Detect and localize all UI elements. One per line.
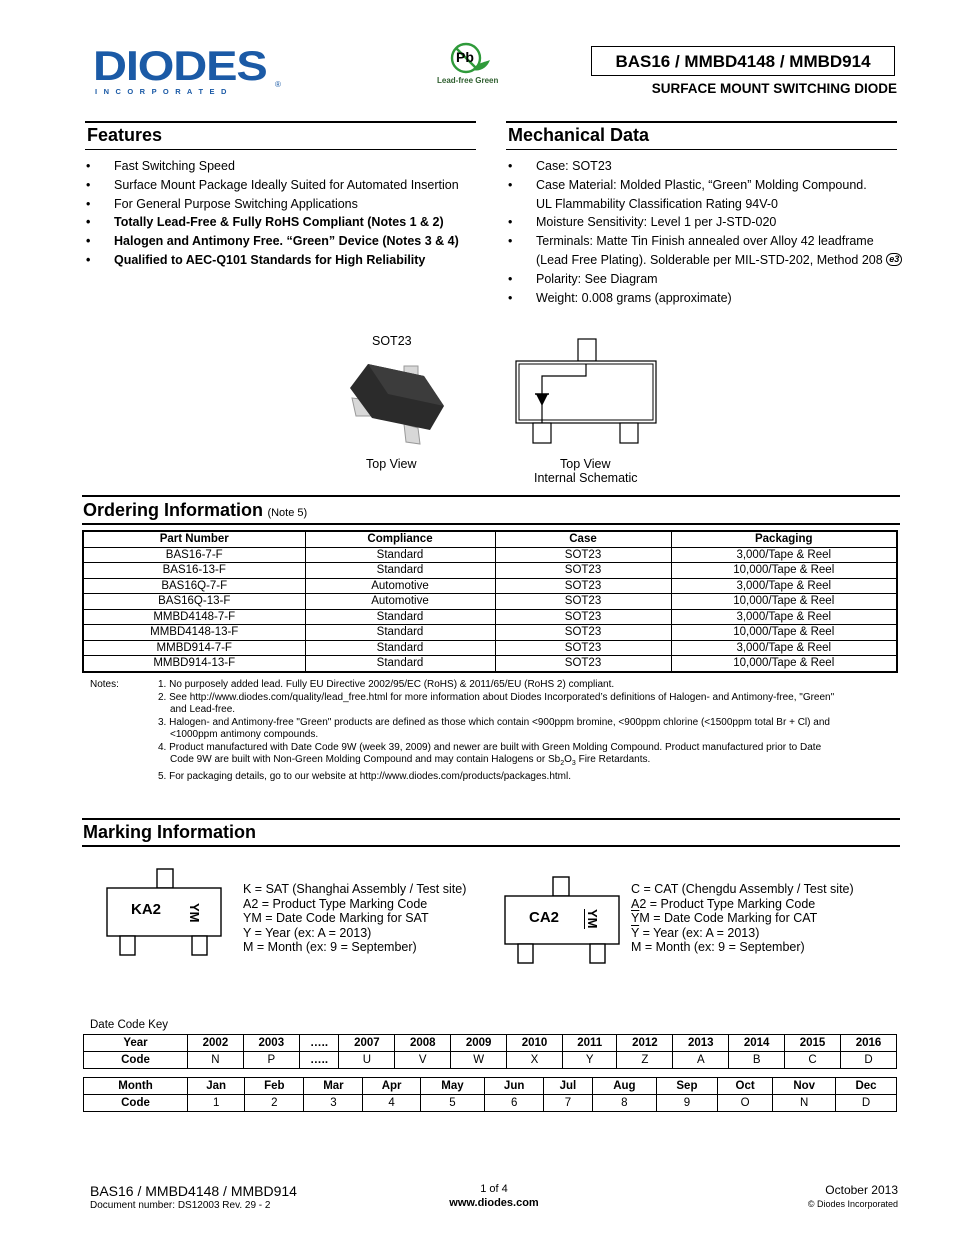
marking-top-rule [82,818,900,820]
list-item: (Lead Free Plating). Solderable per MIL-STD-202, Method 208 e3 [506,251,906,270]
list-item: • For General Purpose Switching Applications [86,196,358,211]
footer-website-link[interactable]: www.diodes.com [449,1197,539,1209]
footer-document-number: Document number: DS12003 Rev. 29 - 2 [90,1200,271,1211]
marking-heading: Marking Information [83,822,257,842]
schematic-top-view-label: Top View [560,457,611,471]
e3-icon: e3 [886,253,902,266]
lead-free-green-badge [432,40,512,88]
title-box [591,46,895,76]
notes-block [90,679,900,783]
internal-schematic-diagram [512,338,660,446]
note-3: 3. Halogen- and Antimony-free "Green" products are defined as those which contain <900ppm bromine, <900ppm chlorine (<1500ppm total Br + Cl) and <1000ppm antimony compounds. [158,716,830,740]
ordering-note: (Note 5) [267,507,308,519]
marking-legend-sat: K = SAT (Shanghai Assembly / Test site) A2 = Product Type Marking Code YM = Date Code Marking for SAT Y = Year (ex: A = 2013) M = Month (ex: 9 = September) [243,882,467,955]
mech-bottom-rule [506,149,897,150]
page-title: BAS16 / MMBD4148 / MMBD914 [615,52,871,71]
features-bottom-rule [85,149,476,150]
table-row: MMBD4148-7-F Standard SOT23 3,000/Tape & Reel [83,609,897,625]
table-row: MMBD914-13-F Standard SOT23 10,000/Tape & Reel [83,656,897,672]
note-5: 5. For packaging details, go to our website at http://www.diodes.com/products/packages.html. [158,770,571,782]
mech-top-rule [506,121,897,123]
list-item: • Halogen and Antimony Free. “Green” Device (Notes 3 & 4) [86,234,459,249]
features-top-rule [85,121,476,123]
logo-brand: DIODES [93,42,267,89]
table-header-row: Part Number Compliance Case Packaging [83,531,897,547]
marking-code-cat: CA2 [529,909,560,926]
package-label: SOT23 [372,334,412,348]
list-item: • Case Material: Molded Plastic, “Green” Molding Compound. [508,177,867,192]
sot23-package-icon [344,358,448,450]
list-item: • Weight: 0.008 grams (approximate) [508,290,732,305]
footer-date: October 2013 [825,1183,898,1197]
notes-label: Notes: [90,679,119,690]
table-row: Year 2002 2003 ….. 2007 2008 2009 2010 2011 2012 2013 2014 2015 2016 [84,1035,897,1052]
list-item: • Case: SOT23 [508,159,612,173]
note-4: 4. Product manufactured with Date Code 9W (week 39, 2009) and newer are built with Green Molding Compound. Product manufactured prior to Date Code 9W are built with Non-Green Molding Compound and may contain Halogens or $Sb_2O_3$ Fire Retardants. [158,741,822,767]
list-item: • Polarity: See Diagram [508,271,658,286]
logo-sub: I N C O R P O R A T E D [95,87,229,96]
footer-copyright: © Diodes Incorporated [807,1199,898,1209]
date-code-key-title: Date Code Key [90,1019,168,1031]
table-row: Code 1 2 3 4 5 6 7 8 9 O N D [84,1095,897,1112]
badge-text: Lead-free Green [437,76,499,85]
page-subtitle: SURFACE MOUNT SWITCHING DIODE [651,81,897,96]
schematic-sub-label: Internal Schematic [534,471,638,485]
table-row: BAS16Q-13-F Automotive SOT23 10,000/Tape & Reel [83,594,897,610]
list-item: • Moisture Sensitivity: Level 1 per J-STD-020 [508,215,777,230]
marking-code-sat: KA2 [131,901,162,918]
features-heading: Features [87,125,163,145]
marking-ym-sat: YM [187,903,202,923]
marking-ym-cat: YM [585,909,600,929]
table-row: Month Jan Feb Mar Apr May Jun Jul Aug Sep Oct Nov Dec [84,1078,897,1095]
mech-heading: Mechanical Data [508,125,650,145]
month-code-table [83,1077,897,1112]
footer-part-number: BAS16 / MMBD4148 / MMBD914 [90,1183,297,1199]
list-item: • Fast Switching Speed [86,159,235,173]
mech-list [506,157,906,307]
logo-registered: ® [275,80,281,89]
marking-diagram-sat [104,868,226,958]
table-row: MMBD4148-13-F Standard SOT23 10,000/Tape & Reel [83,625,897,641]
ordering-heading: Ordering Information (Note 5) [83,500,308,520]
ordering-table [82,530,898,673]
package-top-view-label: Top View [366,457,417,471]
list-item: UL Flammability Classification Rating 94V-0 [536,196,778,211]
features-list [84,157,484,270]
list-item: • Terminals: Matte Tin Finish annealed over Alloy 42 leadframe [508,234,874,249]
table-row: BAS16Q-7-F Automotive SOT23 3,000/Tape & Reel [83,578,897,594]
note-1: 1. No purposely added lead. Fully EU Directive 2002/95/EC (RoHS) & 2011/65/EU (RoHS 2) compliant. [158,679,615,690]
marking-diagram-cat [502,876,624,966]
ordering-bottom-rule [82,523,900,525]
pb-symbol: Pb [456,49,474,65]
marking-bottom-rule [82,845,900,847]
table-row: BAS16-13-F Standard SOT23 10,000/Tape & Reel [83,563,897,579]
diodes-logo [93,44,288,96]
list-item: • Surface Mount Package Ideally Suited for Automated Insertion [86,177,459,192]
note-2: 2. See http://www.diodes.com/quality/lead_free.html for more information about Diodes Incorporated’s definitions of Halogen- and Antimony-free, "Green" and Lead-free. [158,691,835,715]
ordering-top-rule [82,495,900,497]
footer-page-number: 1 of 4 [480,1183,508,1195]
table-row: BAS16-7-F Standard SOT23 3,000/Tape & Reel [83,547,897,563]
list-item: • Qualified to AEC-Q101 Standards for High Reliability [86,252,426,267]
year-code-table [83,1034,897,1069]
table-row: Code N P ….. U V W X Y Z A B C D [84,1052,897,1069]
marking-legend-cat: C = CAT (Chengdu Assembly / Test site) A2 = Product Type Marking Code $\overline{Y}M$ = Date Code Marking for CAT $\overline{Y}$ = Year (ex: A = 2013) M = Month (ex: 9 = September) [631,882,854,955]
list-item: • Totally Lead-Free & Fully RoHS Compliant (Notes 1 & 2) [86,215,444,230]
table-row: MMBD914-7-F Standard SOT23 3,000/Tape & Reel [83,640,897,656]
